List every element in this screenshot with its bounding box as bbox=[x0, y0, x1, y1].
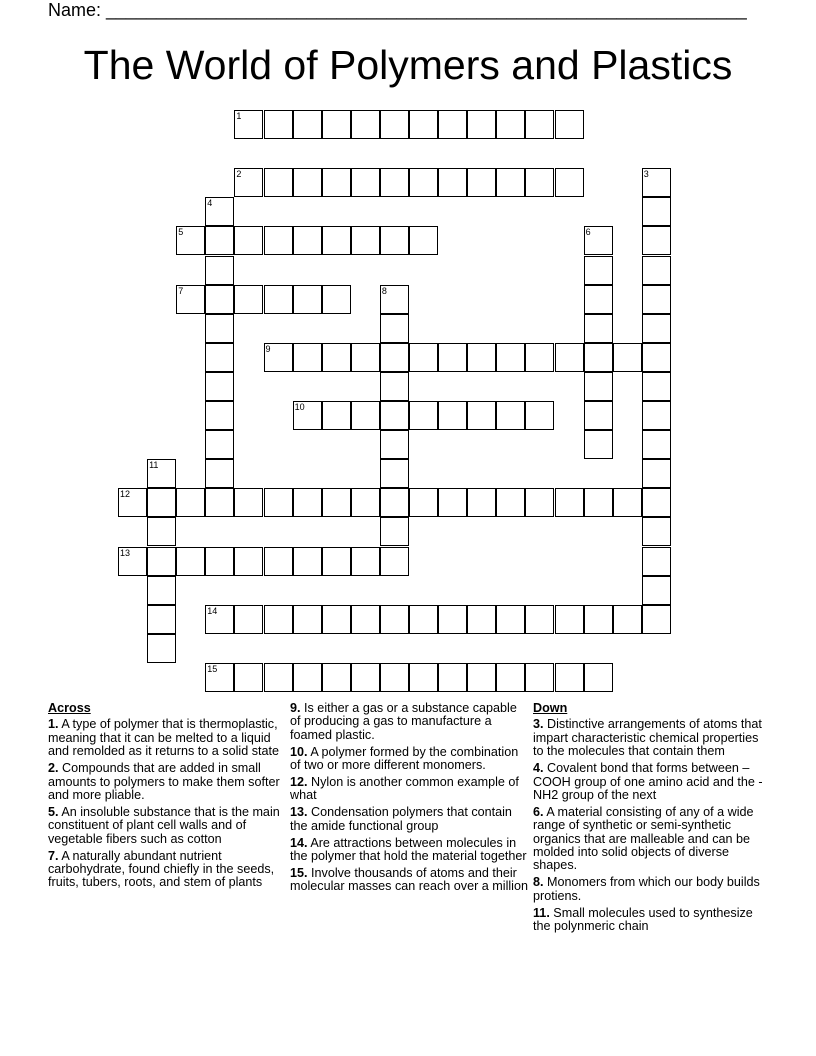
crossword-cell[interactable] bbox=[205, 285, 234, 314]
crossword-cell[interactable] bbox=[496, 168, 525, 197]
clue-number: 5. bbox=[48, 804, 59, 819]
crossword-cell[interactable] bbox=[351, 110, 380, 139]
crossword-cell[interactable] bbox=[496, 401, 525, 430]
crossword-cell[interactable] bbox=[496, 605, 525, 634]
crossword-cell[interactable] bbox=[322, 285, 351, 314]
clue-item bbox=[48, 806, 284, 846]
crossword-cell[interactable] bbox=[496, 110, 525, 139]
clue-item bbox=[533, 876, 769, 903]
crossword-cell[interactable] bbox=[555, 605, 584, 634]
crossword-cell[interactable] bbox=[409, 663, 438, 692]
crossword-cell[interactable] bbox=[147, 488, 176, 517]
clue-text: A polymer formed by the combination of two or more different monomers. bbox=[290, 744, 519, 773]
crossword-cell[interactable] bbox=[351, 168, 380, 197]
clues-across-column-2 bbox=[290, 702, 528, 897]
crossword-cell[interactable] bbox=[264, 110, 293, 139]
crossword-cell[interactable] bbox=[438, 663, 467, 692]
crossword-cell[interactable] bbox=[147, 634, 176, 663]
clue-number: 6. bbox=[533, 804, 544, 819]
crossword-cell[interactable] bbox=[467, 401, 496, 430]
crossword-cell[interactable] bbox=[264, 226, 293, 255]
crossword-cell[interactable] bbox=[409, 226, 438, 255]
clue-number: 1. bbox=[48, 717, 59, 732]
crossword-cell[interactable] bbox=[409, 401, 438, 430]
crossword-cell[interactable] bbox=[351, 401, 380, 430]
clue-text: Covalent bond that forms between –COOH group of one amino acid and the -NH2 group of the next bbox=[533, 761, 763, 802]
crossword-cell[interactable] bbox=[205, 256, 234, 285]
crossword-cell[interactable] bbox=[234, 663, 263, 692]
crossword-cell[interactable] bbox=[147, 547, 176, 576]
crossword-cell[interactable] bbox=[147, 517, 176, 546]
crossword-cell[interactable] bbox=[409, 605, 438, 634]
clue-number: 2 bbox=[236, 169, 242, 180]
clue-item bbox=[48, 762, 284, 802]
crossword-cell[interactable] bbox=[380, 663, 409, 692]
crossword-cell[interactable] bbox=[613, 488, 642, 517]
crossword-cell[interactable] bbox=[205, 488, 234, 517]
clue-number: 13. bbox=[290, 805, 308, 820]
clue-number: 8 bbox=[381, 285, 387, 296]
clue-number: 1 bbox=[236, 111, 242, 121]
crossword-cell[interactable] bbox=[293, 547, 322, 576]
crossword-cell[interactable] bbox=[409, 343, 438, 372]
name-label: Name: bbox=[48, 0, 102, 20]
crossword-cell[interactable] bbox=[322, 110, 351, 139]
clues-down-column bbox=[533, 702, 769, 937]
clue-number: 8. bbox=[533, 875, 544, 890]
crossword-cell[interactable] bbox=[642, 314, 671, 343]
clue-number: 15. bbox=[290, 865, 308, 880]
crossword-cell[interactable] bbox=[322, 343, 351, 372]
crossword-cell[interactable] bbox=[205, 547, 234, 576]
crossword-cell[interactable] bbox=[438, 488, 467, 517]
clue-text: Distinctive arrangements of atoms that impart characteristic chemical properties to the molecules that contain them bbox=[533, 717, 762, 759]
clue-number: 4 bbox=[207, 198, 213, 209]
crossword-cell[interactable] bbox=[409, 488, 438, 517]
crossword-cell[interactable] bbox=[380, 343, 409, 372]
crossword-cell[interactable] bbox=[293, 343, 322, 372]
clue-number: 14 bbox=[207, 605, 218, 616]
clue-number: 9. bbox=[290, 701, 301, 715]
crossword-cell[interactable] bbox=[264, 168, 293, 197]
clue-item bbox=[533, 762, 769, 802]
crossword-cell[interactable] bbox=[525, 605, 554, 634]
crossword-cell[interactable] bbox=[293, 285, 322, 314]
crossword-cell[interactable] bbox=[234, 605, 263, 634]
crossword-cell[interactable] bbox=[293, 401, 322, 430]
crossword-cell[interactable] bbox=[409, 110, 438, 139]
crossword-cell[interactable] bbox=[264, 343, 293, 372]
crossword-cell[interactable] bbox=[642, 285, 671, 314]
clue-item bbox=[48, 850, 284, 890]
crossword-cell[interactable] bbox=[584, 401, 613, 430]
crossword-cell[interactable] bbox=[351, 605, 380, 634]
crossword-cell[interactable] bbox=[642, 547, 671, 576]
clue-text: Are attractions between molecules in the polymer that hold the material together bbox=[290, 835, 527, 864]
crossword-cell[interactable] bbox=[176, 285, 205, 314]
crossword-cell[interactable] bbox=[380, 547, 409, 576]
crossword-cell[interactable] bbox=[380, 285, 409, 314]
clue-text: A material consisting of any of a wide range of synthetic or semi-synthetic organics that are malleable and can be molded into solid objects of diverse shapes. bbox=[533, 804, 754, 873]
clue-number: 2. bbox=[48, 761, 59, 776]
crossword-cell[interactable] bbox=[642, 226, 671, 255]
crossword-cell[interactable] bbox=[584, 488, 613, 517]
crossword-cell[interactable] bbox=[409, 168, 438, 197]
clue-number: 3. bbox=[533, 717, 544, 732]
crossword-cell[interactable] bbox=[380, 488, 409, 517]
clues-across-column-1 bbox=[48, 702, 284, 893]
crossword-cell[interactable] bbox=[205, 343, 234, 372]
crossword-cell[interactable] bbox=[642, 459, 671, 488]
crossword-cell[interactable] bbox=[322, 168, 351, 197]
crossword-cell[interactable] bbox=[118, 488, 147, 517]
crossword-cell[interactable] bbox=[380, 459, 409, 488]
crossword-cell[interactable] bbox=[438, 401, 467, 430]
crossword-cell[interactable] bbox=[205, 430, 234, 459]
crossword-cell[interactable] bbox=[467, 343, 496, 372]
clue-text: Nylon is another common example of what bbox=[290, 775, 519, 803]
across-heading: Across bbox=[48, 701, 91, 715]
clue-text: A naturally abundant nutrient carbohydrate, found chiefly in the seeds, fruits, tubers, roots, and stem of plants bbox=[48, 848, 275, 890]
crossword-cell[interactable] bbox=[293, 663, 322, 692]
clue-number: 15 bbox=[207, 663, 218, 674]
crossword-cell[interactable] bbox=[525, 488, 554, 517]
crossword-cell[interactable] bbox=[293, 605, 322, 634]
crossword-cell[interactable] bbox=[351, 226, 380, 255]
crossword-cell[interactable] bbox=[642, 197, 671, 226]
crossword-cell[interactable] bbox=[147, 576, 176, 605]
clue-number: 12 bbox=[120, 489, 131, 500]
crossword-cell[interactable] bbox=[322, 226, 351, 255]
crossword-cell[interactable] bbox=[264, 547, 293, 576]
crossword-cell[interactable] bbox=[555, 110, 584, 139]
crossword-cell[interactable] bbox=[293, 226, 322, 255]
crossword-cell[interactable] bbox=[205, 401, 234, 430]
crossword-cell[interactable] bbox=[176, 488, 205, 517]
crossword-cell[interactable] bbox=[555, 488, 584, 517]
crossword-cell[interactable] bbox=[351, 663, 380, 692]
clue-number: 12. bbox=[290, 775, 308, 790]
crossword-cell[interactable] bbox=[147, 605, 176, 634]
crossword-cell[interactable] bbox=[205, 226, 234, 255]
crossword-cell[interactable] bbox=[322, 663, 351, 692]
clue-number: 6 bbox=[585, 227, 591, 238]
crossword-cell[interactable] bbox=[293, 488, 322, 517]
crossword-cell[interactable] bbox=[176, 547, 205, 576]
crossword-cell[interactable] bbox=[525, 168, 554, 197]
clue-number: 7 bbox=[178, 285, 184, 296]
crossword-cell[interactable] bbox=[234, 226, 263, 255]
crossword-cell[interactable] bbox=[467, 663, 496, 692]
crossword-cell[interactable] bbox=[264, 285, 293, 314]
crossword-cell[interactable] bbox=[293, 168, 322, 197]
clue-number: 9 bbox=[265, 343, 271, 354]
crossword-cell[interactable] bbox=[234, 168, 263, 197]
clue-number: 13 bbox=[120, 547, 131, 558]
crossword-cell[interactable] bbox=[642, 256, 671, 285]
crossword-cell[interactable] bbox=[322, 605, 351, 634]
clue-number: 3 bbox=[643, 169, 649, 180]
crossword-cell[interactable] bbox=[584, 372, 613, 401]
crossword-cell[interactable] bbox=[351, 488, 380, 517]
crossword-cell[interactable] bbox=[293, 110, 322, 139]
crossword-cell[interactable] bbox=[525, 110, 554, 139]
crossword-cell[interactable] bbox=[438, 605, 467, 634]
crossword-cell[interactable] bbox=[584, 226, 613, 255]
crossword-cell[interactable] bbox=[525, 343, 554, 372]
crossword-cell[interactable] bbox=[613, 605, 642, 634]
clue-text: Small molecules used to synthesize the polynmeric chain bbox=[533, 905, 753, 934]
crossword-cell[interactable] bbox=[351, 343, 380, 372]
clue-number: 11 bbox=[149, 460, 159, 471]
crossword-cell[interactable] bbox=[525, 401, 554, 430]
crossword-cell[interactable] bbox=[496, 663, 525, 692]
clue-text: Compounds that are added in small amounts to polymers to make them softer and more pliable. bbox=[48, 761, 280, 802]
crossword-cell[interactable] bbox=[264, 663, 293, 692]
crossword-cell[interactable] bbox=[584, 430, 613, 459]
clue-item bbox=[533, 907, 769, 934]
crossword-cell[interactable] bbox=[642, 430, 671, 459]
crossword-cell[interactable] bbox=[322, 488, 351, 517]
crossword-cell[interactable] bbox=[205, 314, 234, 343]
crossword-cell[interactable] bbox=[322, 547, 351, 576]
crossword-cell[interactable] bbox=[234, 285, 263, 314]
crossword-cell[interactable] bbox=[642, 401, 671, 430]
crossword-cell[interactable] bbox=[205, 459, 234, 488]
crossword-cell[interactable] bbox=[351, 547, 380, 576]
crossword-cell[interactable] bbox=[380, 110, 409, 139]
clue-item bbox=[290, 837, 528, 864]
crossword-cell[interactable] bbox=[642, 605, 671, 634]
crossword-cell[interactable] bbox=[264, 488, 293, 517]
crossword-cell[interactable] bbox=[642, 343, 671, 372]
clue-text: Condensation polymers that contain the amide functional group bbox=[290, 805, 512, 833]
crossword-cell[interactable] bbox=[467, 110, 496, 139]
crossword-cell[interactable] bbox=[642, 517, 671, 546]
crossword-cell[interactable] bbox=[496, 343, 525, 372]
clue-number: 11. bbox=[533, 905, 550, 920]
crossword-cell[interactable] bbox=[642, 488, 671, 517]
crossword-cell[interactable] bbox=[380, 401, 409, 430]
crossword-cell[interactable] bbox=[467, 605, 496, 634]
crossword-cell[interactable] bbox=[205, 605, 234, 634]
crossword-cell[interactable] bbox=[584, 663, 613, 692]
clue-text: Monomers from which our body builds protiens. bbox=[533, 875, 760, 903]
clue-item bbox=[533, 718, 769, 758]
crossword-cell[interactable] bbox=[642, 576, 671, 605]
clue-item bbox=[533, 806, 769, 873]
crossword-cell[interactable] bbox=[438, 110, 467, 139]
crossword-cell[interactable] bbox=[467, 488, 496, 517]
crossword-cell[interactable] bbox=[380, 314, 409, 343]
crossword-cell[interactable] bbox=[584, 605, 613, 634]
clue-number: 7. bbox=[48, 848, 59, 863]
crossword-cell[interactable] bbox=[380, 517, 409, 546]
clue-text: An insoluble substance that is the main constituent of plant cell walls and of vegetable fibers such as cotton bbox=[48, 804, 280, 846]
clue-item bbox=[290, 867, 528, 894]
crossword-cell[interactable] bbox=[380, 430, 409, 459]
crossword-cell[interactable] bbox=[496, 488, 525, 517]
crossword-cell[interactable] bbox=[555, 168, 584, 197]
page-title: The World of Polymers and Plastics bbox=[83, 42, 733, 88]
crossword-cell[interactable] bbox=[584, 314, 613, 343]
crossword-cell[interactable] bbox=[380, 372, 409, 401]
crossword-cell[interactable] bbox=[322, 401, 351, 430]
clue-number: 5 bbox=[178, 227, 184, 238]
crossword-cell[interactable] bbox=[380, 605, 409, 634]
crossword-cell[interactable] bbox=[613, 343, 642, 372]
crossword-cell[interactable] bbox=[380, 226, 409, 255]
crossword-cell[interactable] bbox=[555, 343, 584, 372]
clue-number: 10. bbox=[290, 744, 308, 759]
crossword-cell[interactable] bbox=[525, 663, 554, 692]
crossword-cell[interactable] bbox=[234, 488, 263, 517]
clue-text: Involve thousands of atoms and their molecular masses can reach over a million bbox=[290, 865, 528, 894]
crossword-cell[interactable] bbox=[147, 459, 176, 488]
down-heading: Down bbox=[533, 701, 568, 715]
crossword-cell[interactable] bbox=[118, 547, 147, 576]
crossword-cell[interactable] bbox=[438, 168, 467, 197]
crossword-cell[interactable] bbox=[205, 663, 234, 692]
crossword-cell[interactable] bbox=[264, 605, 293, 634]
clue-item bbox=[48, 718, 284, 758]
clue-item bbox=[290, 776, 528, 803]
name-blank-line[interactable]: ________________________________________________________________ bbox=[106, 0, 747, 20]
clue-item bbox=[290, 806, 528, 833]
clue-number: 4. bbox=[533, 761, 544, 776]
crossword-cell[interactable] bbox=[205, 372, 234, 401]
clue-item bbox=[290, 702, 528, 742]
clue-text: A type of polymer that is thermoplastic, meaning that it can be melted to a liquid and remolded as it returns to a solid state bbox=[48, 717, 280, 759]
crossword-cell[interactable] bbox=[234, 547, 263, 576]
crossword-cell[interactable] bbox=[584, 285, 613, 314]
crossword-cell[interactable] bbox=[234, 110, 263, 139]
crossword-cell[interactable] bbox=[380, 168, 409, 197]
crossword-cell[interactable] bbox=[205, 197, 234, 226]
crossword-cell[interactable] bbox=[176, 226, 205, 255]
crossword-cell[interactable] bbox=[467, 168, 496, 197]
clue-number: 14. bbox=[290, 835, 308, 850]
crossword-cell[interactable] bbox=[642, 168, 671, 197]
clue-number: 10 bbox=[294, 402, 305, 412]
crossword-cell[interactable] bbox=[555, 663, 584, 692]
crossword-cell[interactable] bbox=[438, 343, 467, 372]
clue-item bbox=[290, 746, 528, 773]
crossword-cell[interactable] bbox=[584, 343, 613, 372]
clue-text: Is either a gas or a substance capable of producing a gas to manufacture a foamed plastic. bbox=[290, 701, 517, 742]
crossword-cell[interactable] bbox=[642, 372, 671, 401]
crossword-cell[interactable] bbox=[584, 256, 613, 285]
